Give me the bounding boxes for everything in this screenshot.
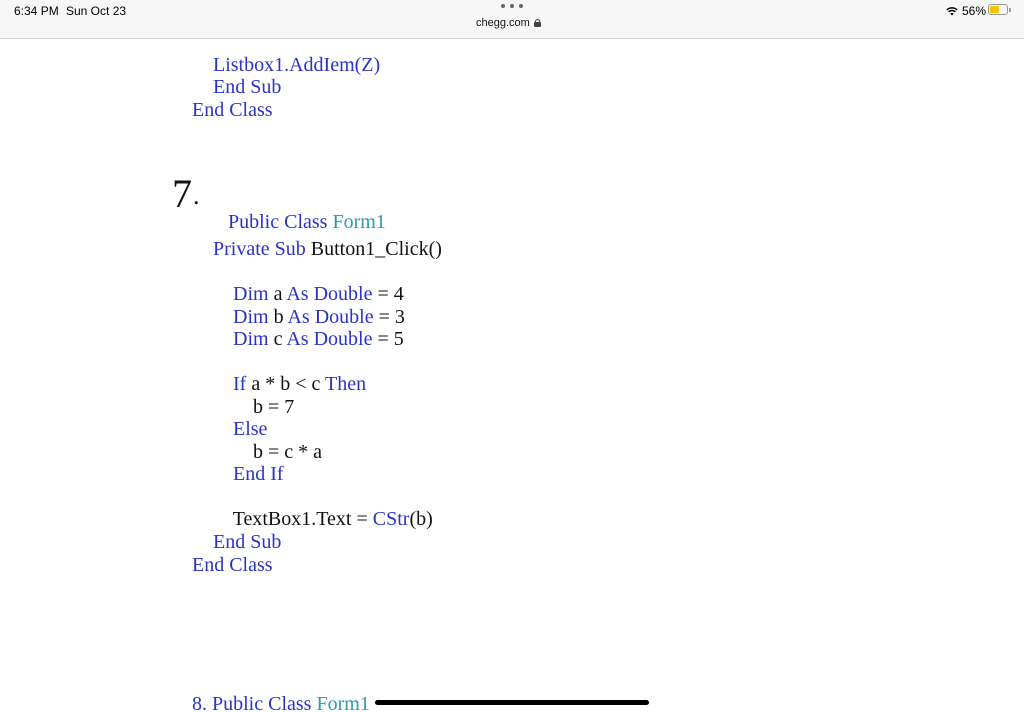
document-image (0, 38, 1024, 712)
code-if: If a * b < c Then (233, 373, 367, 395)
status-date: Sun Oct 23 (66, 4, 127, 18)
code-end-class-prev: End Class (192, 99, 273, 121)
code-else: Else (233, 418, 268, 440)
code-line-listbox: Listbox1.AddIem(Z) (213, 54, 381, 76)
question-number-dot: . (193, 181, 200, 210)
code-then-stmt: b = 7 (253, 396, 295, 418)
status-time: 6:34 PM (14, 4, 59, 18)
code-end-class: End Class (192, 554, 273, 576)
battery-icon (988, 4, 1008, 15)
wifi-icon (946, 6, 958, 16)
url-text: chegg.com (476, 17, 530, 29)
code-assign-textbox: TextBox1.Text = CStr(b) (232, 508, 433, 530)
question-8-header: 8. Public Class Form1 (192, 693, 370, 712)
lock-icon (534, 19, 541, 27)
code-end-if: End If (233, 463, 284, 485)
address-bar[interactable] (476, 17, 541, 29)
code-end-sub: End Sub (213, 531, 282, 553)
question-number-7: 7 (172, 171, 192, 216)
code-private-sub: Private Sub Button1_Click() (213, 238, 442, 260)
code-end-sub-prev: End Sub (213, 76, 282, 98)
code-dim-c: Dim c As Double = 5 (233, 328, 404, 350)
more-options-icon[interactable] (501, 4, 523, 10)
code-public-class: Public Class Form1 (228, 211, 386, 233)
code-dim-a: Dim a As Double = 4 (233, 283, 404, 305)
code-else-stmt: b = c * a (253, 441, 323, 463)
home-indicator[interactable] (375, 700, 649, 705)
status-bar (0, 0, 1024, 39)
code-dim-b: Dim b As Double = 3 (233, 306, 405, 328)
battery-percent: 56% (962, 4, 987, 18)
